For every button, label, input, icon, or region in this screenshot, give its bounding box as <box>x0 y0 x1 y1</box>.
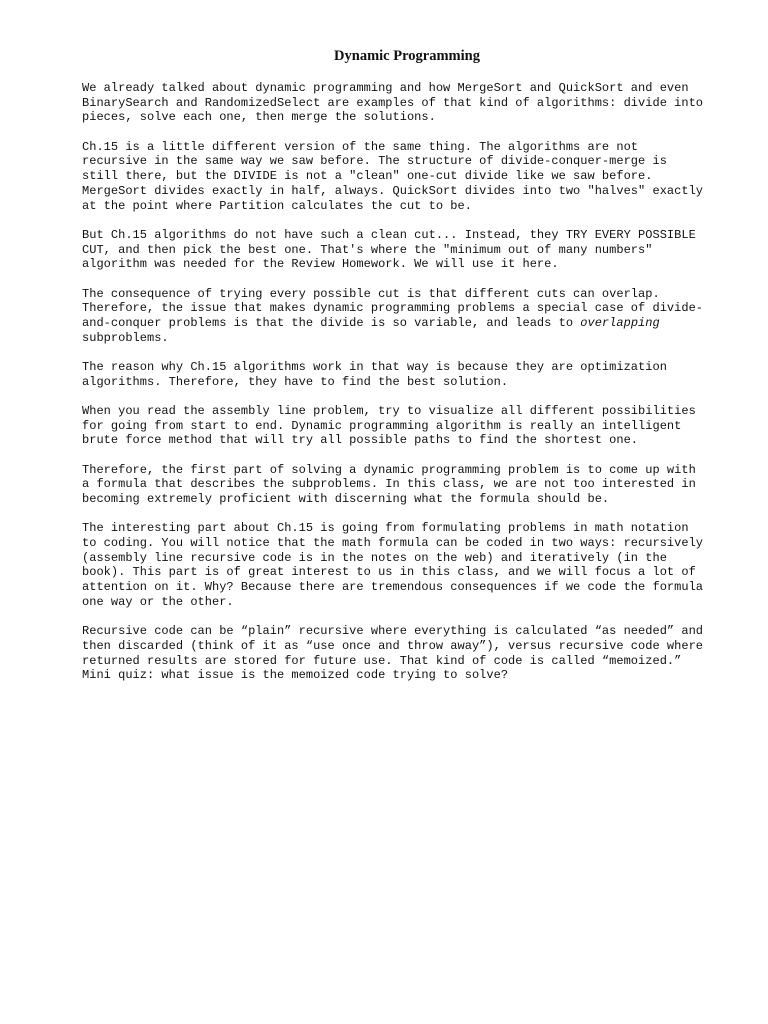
text-line: attention on it. Why? Because there are tremendous consequences if we code the formula <box>82 580 704 595</box>
text-line: (assembly line recursive code is in the notes on the web) and iteratively (in the <box>82 550 667 565</box>
text-line: CUT, and then pick the best one. That's where the "minimum out of many numbers" <box>82 242 653 257</box>
text-line: The interesting part about Ch.15 is going from formulating problems in math notation <box>82 521 689 536</box>
emphasis-text: overlapping <box>580 315 660 330</box>
text-segment: and-conquer problems is that the divide is so variable, and leads to <box>82 315 581 330</box>
paragraph-9 <box>82 624 732 683</box>
paragraph-2 <box>82 140 732 214</box>
paragraph-3 <box>82 228 732 272</box>
text-line: BinarySearch and RandomizedSelect are examples of that kind of algorithms: divide into <box>82 95 704 110</box>
text-line: When you read the assembly line problem, try to visualize all different possibilities <box>82 403 696 418</box>
text-line: The consequence of trying every possible cut is that different cuts can overlap. <box>82 286 660 301</box>
text-line: We already talked about dynamic programming and how MergeSort and QuickSort and even <box>82 81 689 95</box>
paragraph-7 <box>82 463 732 507</box>
text-line: But Ch.15 algorithms do not have such a clean cut... Instead, they TRY EVERY POSSIBLE <box>82 227 696 242</box>
text-line <box>82 316 732 331</box>
document-title: Dynamic Programming <box>334 48 480 64</box>
text-line: Mini quiz: what issue is the memoized code trying to solve? <box>82 668 509 683</box>
text-line: Recursive code can be “plain” recursive where everything is calculated “as needed” and <box>82 624 704 639</box>
text-line: Therefore, the first part of solving a dynamic programming problem is to come up with <box>82 462 696 477</box>
text-line: at the point where Partition calculates the cut to be. <box>82 198 472 213</box>
paragraph-1 <box>82 81 732 125</box>
text-line: book). This part is of great interest to us in this class, and we will focus a lot of <box>82 565 696 580</box>
text-line: pieces, solve each one, then merge the solutions. <box>82 110 436 125</box>
text-line: to coding. You will notice that the math formula can be coded in two ways: recursively <box>82 536 704 551</box>
paragraph-5 <box>82 360 732 389</box>
text-line: Therefore, the issue that makes dynamic programming problems a special case of divide- <box>82 301 704 316</box>
text-line: then discarded (think of it as “use once and throw away”), versus recursive code where <box>82 638 704 653</box>
text-line: a formula that describes the subproblems. In this class, we are not too interested in <box>82 477 696 492</box>
text-line: algorithm was needed for the Review Homework. We will use it here. <box>82 257 559 272</box>
text-line: MergeSort divides exactly in half, always. QuickSort divides into two "halves" exactly <box>82 183 704 198</box>
paragraph-4 <box>82 287 732 346</box>
text-line: for going from start to end. Dynamic programming algorithm is really an intelligent <box>82 418 682 433</box>
text-line: brute force method that will try all possible paths to find the shortest one. <box>82 433 639 448</box>
text-line: subproblems. <box>82 330 169 345</box>
text-line: Ch.15 is a little different version of the same thing. The algorithms are not <box>82 139 639 154</box>
text-line: becoming extremely proficient with discerning what the formula should be. <box>82 492 610 507</box>
document-page <box>82 47 732 698</box>
text-line: recursive in the same way we saw before. The structure of divide-conquer-merge is <box>82 154 667 169</box>
text-line: algorithms. Therefore, they have to find the best solution. <box>82 374 509 389</box>
text-line: returned results are stored for future use. That kind of code is called “memoized.” <box>82 653 682 668</box>
text-line: one way or the other. <box>82 594 234 609</box>
paragraph-6 <box>82 404 732 448</box>
paragraph-8 <box>82 521 732 609</box>
text-line: The reason why Ch.15 algorithms work in that way is because they are optimization <box>82 359 667 374</box>
text-line: still there, but the DIVIDE is not a "clean" one-cut divide like we saw before. <box>82 169 653 184</box>
